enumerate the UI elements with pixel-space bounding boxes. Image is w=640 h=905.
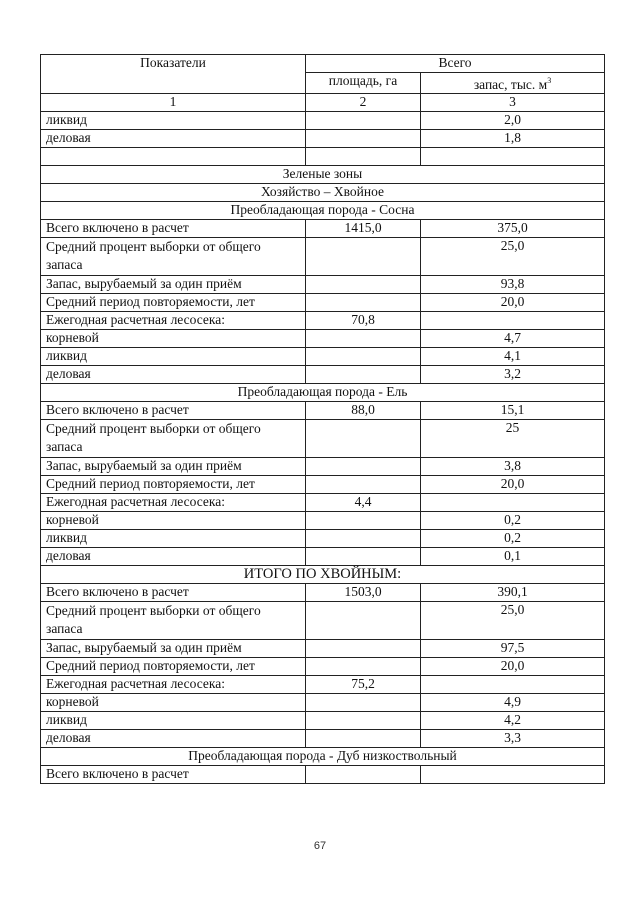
- indicator-cell: Средний процент выборки от общего запаса: [41, 238, 306, 276]
- table-row: [41, 220, 605, 238]
- indicator-cell: корневой: [41, 512, 306, 530]
- indicator-cell: деловая: [41, 730, 306, 748]
- section-row: [41, 202, 605, 220]
- indicator-cell: Всего включено в расчет: [41, 220, 306, 238]
- stock-cell: 20,0: [421, 294, 605, 312]
- table-row: [41, 712, 605, 730]
- table-row: [41, 658, 605, 676]
- area-cell: [306, 766, 421, 784]
- indicator-cell: Средний период повторяемости, лет: [41, 294, 306, 312]
- table-row: [41, 148, 605, 166]
- indicator-cell: деловая: [41, 366, 306, 384]
- header-num-2: 2: [306, 94, 421, 112]
- stock-cell: [421, 312, 605, 330]
- area-cell: [306, 330, 421, 348]
- table-row: [41, 694, 605, 712]
- area-cell: [306, 130, 421, 148]
- table-row: [41, 548, 605, 566]
- stock-cell: 4,2: [421, 712, 605, 730]
- stock-cell: 4,1: [421, 348, 605, 366]
- stock-cell: 3,3: [421, 730, 605, 748]
- section-title: Преобладающая порода - Ель: [41, 384, 605, 402]
- area-cell: [306, 366, 421, 384]
- table-row: [41, 312, 605, 330]
- blank-cell: [306, 148, 421, 166]
- indicator-cell: Средний процент выборки от общего запаса: [41, 420, 306, 458]
- section-row: [41, 748, 605, 766]
- indicator-cell: Средний период повторяемости, лет: [41, 476, 306, 494]
- header-total: Всего: [306, 55, 605, 73]
- indicator-cell: ликвид: [41, 112, 306, 130]
- table-row: [41, 420, 605, 458]
- header-area: площадь, га: [306, 73, 421, 94]
- indicator-cell: Всего включено в расчет: [41, 402, 306, 420]
- indicator-cell: корневой: [41, 694, 306, 712]
- stock-cell: 0,2: [421, 530, 605, 548]
- area-cell: [306, 694, 421, 712]
- area-cell: [306, 238, 421, 276]
- area-cell: [306, 348, 421, 366]
- stock-cell: 93,8: [421, 276, 605, 294]
- indicator-cell: ликвид: [41, 348, 306, 366]
- table-row: [41, 294, 605, 312]
- stock-cell: 4,7: [421, 330, 605, 348]
- stock-cell: 2,0: [421, 112, 605, 130]
- section-row: [41, 566, 605, 584]
- table-row: [41, 766, 605, 784]
- stock-cell: 3,8: [421, 458, 605, 476]
- area-cell: [306, 276, 421, 294]
- area-cell: [306, 658, 421, 676]
- header-num-3: 3: [421, 94, 605, 112]
- indicator-cell: Запас, вырубаемый за один приём: [41, 458, 306, 476]
- table-row: [41, 584, 605, 602]
- table-row: [41, 366, 605, 384]
- stock-cell: 15,1: [421, 402, 605, 420]
- area-cell: 1415,0: [306, 220, 421, 238]
- area-cell: [306, 602, 421, 640]
- area-cell: [306, 294, 421, 312]
- indicator-cell: Запас, вырубаемый за один приём: [41, 276, 306, 294]
- table-row: [41, 512, 605, 530]
- table-row: [41, 238, 605, 276]
- stock-cell: 4,9: [421, 694, 605, 712]
- table-header: [41, 55, 605, 112]
- area-cell: 70,8: [306, 312, 421, 330]
- table-row: [41, 602, 605, 640]
- table-row: [41, 458, 605, 476]
- table-row: [41, 402, 605, 420]
- indicator-cell: ликвид: [41, 530, 306, 548]
- header-stock-unit-exponent: 3: [547, 76, 552, 85]
- stock-cell: 25: [421, 420, 605, 458]
- table-row: [41, 112, 605, 130]
- indicator-cell: Ежегодная расчетная лесосека:: [41, 676, 306, 694]
- table-row: [41, 530, 605, 548]
- area-cell: [306, 420, 421, 458]
- table-row: [41, 330, 605, 348]
- header-stock: [421, 73, 605, 94]
- stock-cell: [421, 766, 605, 784]
- indicator-cell: корневой: [41, 330, 306, 348]
- area-cell: [306, 112, 421, 130]
- stock-cell: 0,2: [421, 512, 605, 530]
- blank-cell: [421, 148, 605, 166]
- stock-cell: [421, 676, 605, 694]
- indicator-cell: деловая: [41, 548, 306, 566]
- stock-cell: 3,2: [421, 366, 605, 384]
- stock-cell: 1,8: [421, 130, 605, 148]
- section-title: ИТОГО ПО ХВОЙНЫМ:: [41, 566, 605, 584]
- area-cell: [306, 712, 421, 730]
- table-row: [41, 676, 605, 694]
- indicator-cell: Всего включено в расчет: [41, 766, 306, 784]
- forest-table: [40, 54, 605, 784]
- stock-cell: 25,0: [421, 238, 605, 276]
- stock-cell: 97,5: [421, 640, 605, 658]
- stock-cell: 375,0: [421, 220, 605, 238]
- section-title: Преобладающая порода - Дуб низкоствольный: [41, 748, 605, 766]
- table-row: [41, 494, 605, 512]
- indicator-cell: Средний процент выборки от общего запаса: [41, 602, 306, 640]
- area-cell: [306, 458, 421, 476]
- table-body: [41, 112, 605, 784]
- area-cell: [306, 640, 421, 658]
- stock-cell: 0,1: [421, 548, 605, 566]
- header-num-1: 1: [41, 94, 306, 112]
- stock-cell: 20,0: [421, 476, 605, 494]
- section-row: [41, 384, 605, 402]
- section-row: [41, 184, 605, 202]
- header-stock-label: запас, тыс. м: [473, 77, 548, 92]
- indicator-cell: ликвид: [41, 712, 306, 730]
- table-row: [41, 276, 605, 294]
- area-cell: 88,0: [306, 402, 421, 420]
- area-cell: [306, 730, 421, 748]
- table-row: [41, 730, 605, 748]
- stock-cell: [421, 494, 605, 512]
- area-cell: [306, 530, 421, 548]
- table-row: [41, 348, 605, 366]
- area-cell: 75,2: [306, 676, 421, 694]
- indicator-cell: деловая: [41, 130, 306, 148]
- table-row: [41, 130, 605, 148]
- stock-cell: 25,0: [421, 602, 605, 640]
- blank-cell: [41, 148, 306, 166]
- area-cell: [306, 512, 421, 530]
- page-number: 67: [313, 840, 327, 852]
- section-title: Преобладающая порода - Сосна: [41, 202, 605, 220]
- area-cell: 4,4: [306, 494, 421, 512]
- indicator-cell: Ежегодная расчетная лесосека:: [41, 494, 306, 512]
- stock-cell: 20,0: [421, 658, 605, 676]
- indicator-cell: Ежегодная расчетная лесосека:: [41, 312, 306, 330]
- indicator-cell: Всего включено в расчет: [41, 584, 306, 602]
- section-title: Зеленые зоны: [41, 166, 605, 184]
- indicator-cell: Средний период повторяемости, лет: [41, 658, 306, 676]
- header-indicators: Показатели: [41, 55, 306, 94]
- area-cell: [306, 548, 421, 566]
- table-row: [41, 476, 605, 494]
- section-row: [41, 166, 605, 184]
- area-cell: 1503,0: [306, 584, 421, 602]
- indicator-cell: Запас, вырубаемый за один приём: [41, 640, 306, 658]
- area-cell: [306, 476, 421, 494]
- section-title: Хозяйство – Хвойное: [41, 184, 605, 202]
- stock-cell: 390,1: [421, 584, 605, 602]
- table-row: [41, 640, 605, 658]
